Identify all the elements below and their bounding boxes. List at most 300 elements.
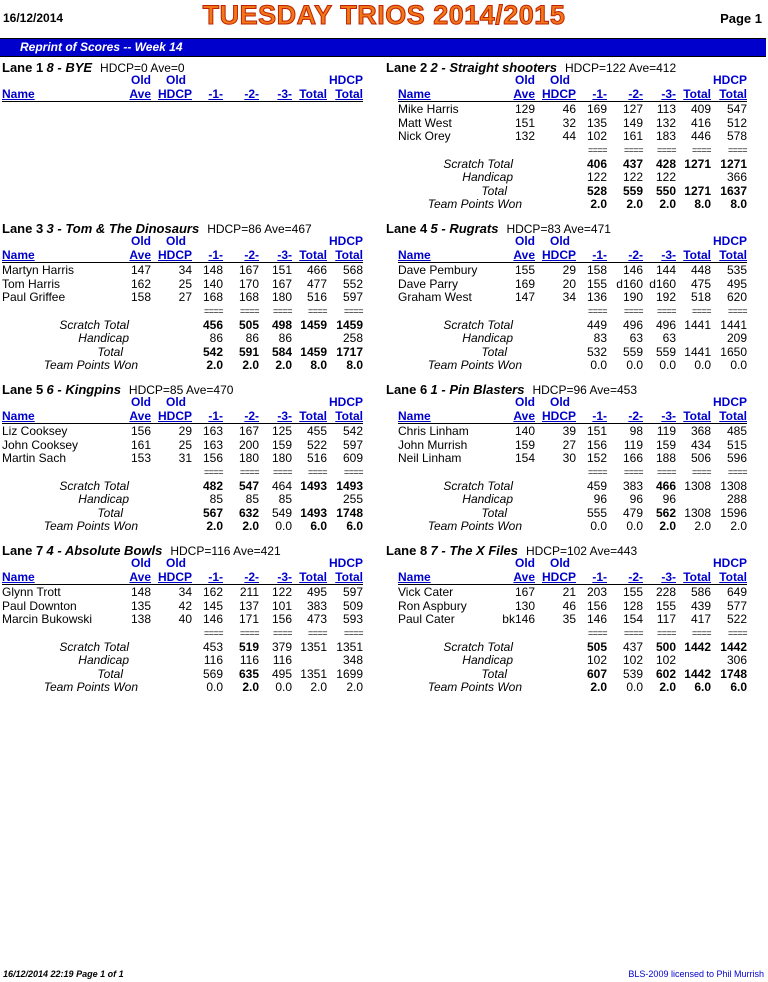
summary-label-total: Total [481,345,507,359]
player-total: 518 [690,290,711,304]
col-total: Total [299,87,327,101]
col-game1: -1- [592,409,607,423]
player-hdcp: 27 [562,437,576,452]
separator: ==== [691,145,711,155]
summary-scratch-g2: 547 [238,479,259,493]
player-name: Paul Downton [2,598,77,613]
player-g1: 146 [202,612,223,626]
player-hdcp: 27 [178,290,192,304]
player-htotal: 495 [726,276,747,291]
summary-points-g3: 0.0 [275,519,292,533]
player-g2: 180 [238,451,259,465]
summary-label-handicap: Handicap [462,331,513,345]
col-old-ave: Old [515,556,535,570]
summary-scratch-total: 1459 [300,318,327,332]
player-htotal: 577 [726,598,747,613]
summary-total-g3: 550 [655,184,676,198]
summary-scratch-g3: 466 [655,479,676,493]
separator: ==== [656,628,676,638]
player-total: 522 [306,437,327,452]
summary-handicap-g3: 96 [662,492,676,506]
team-name: 2 - Straight shooters [430,60,557,75]
lane-number: Lane 8 [386,543,428,558]
summary-points-g2: 0.0 [626,519,643,533]
summary-total-total: 1271 [684,184,711,198]
player-name: Mike Harris [398,102,459,116]
player-hdcp: 42 [178,598,192,613]
col-total: Total [683,87,711,101]
summary-label-scratch: Scratch Total [443,157,513,171]
player-g3: 151 [271,263,292,277]
summary-label-total: Total [97,345,123,359]
summary-scratch-htotal: 1459 [336,318,363,332]
separator: ==== [307,628,327,638]
summary-scratch-g3: 428 [655,157,676,171]
col-ave: Ave [513,570,535,584]
player-g2: 168 [238,290,259,304]
summary-total-g3: 602 [655,667,676,681]
col-hdcp-top: HDCP [328,73,363,87]
lane-number: Lane 6 [386,382,428,397]
col-old-ave: Old [131,73,151,87]
summary-scratch-g2: 437 [622,157,643,171]
team-name: 6 - Kingpins [46,382,121,397]
summary-handicap-g2: 86 [245,331,259,345]
team-name: 8 - BYE [46,60,93,75]
summary-points-g3: 0.0 [659,358,676,372]
player-g1: 156 [202,451,223,465]
player-total: 477 [306,276,327,291]
summary-total-total: 1442 [684,667,711,681]
player-hdcp: 40 [178,612,192,626]
player-g3: 159 [655,437,676,452]
summary-handicap-g2: 85 [245,492,259,506]
player-g2: 166 [622,451,643,465]
team-name: 1 - Pin Blasters [430,382,525,397]
player-ave: 129 [514,102,535,116]
lane-number: Lane 4 [386,221,428,236]
player-ave: 162 [130,276,151,291]
col-hdcp: HDCP [541,248,576,262]
separator: ==== [691,467,711,477]
col-game3: -3- [277,570,292,584]
player-htotal: 535 [726,263,747,277]
team-meta: HDCP=86 Ave=467 [207,222,312,236]
col-total: Total [683,409,711,423]
summary-total-g2: 559 [622,345,643,359]
summary-total-g1: 567 [202,506,223,520]
summary-total-g2: 635 [238,667,259,681]
summary-points-g2: 0.0 [626,680,643,694]
player-g3: 117 [656,612,676,626]
summary-scratch-g1: 406 [586,157,607,171]
footer-left: 16/12/2014 22:19 Page 1 of 1 [3,969,124,979]
col-total: Total [299,409,327,423]
summary-points-total: 2.0 [694,519,711,533]
player-htotal: 596 [726,451,747,465]
col-old-hdcp: Old [166,73,186,87]
summary-scratch-total: 1442 [684,640,711,654]
player-hdcp: 35 [562,612,576,626]
player-htotal: 547 [726,102,747,116]
col-old-ave: Old [515,73,535,87]
player-total: 409 [690,102,711,116]
summary-handicap-g2: 122 [622,170,643,184]
col-name: Name [2,570,35,584]
summary-points-htotal: 0.0 [730,358,747,372]
player-g3: 183 [655,129,676,143]
summary-scratch-g1: 459 [586,479,607,493]
team-name: 3 - Tom & The Dinosaurs [46,221,200,236]
col-game2: -2- [628,87,643,101]
summary-points-g3: 2.0 [659,197,676,211]
player-htotal: 485 [726,424,747,438]
separator: ==== [587,306,607,316]
col-ave: Ave [129,570,151,584]
player-hdcp: 34 [562,290,576,304]
player-hdcp: 31 [178,451,192,465]
summary-scratch-g2: 496 [622,318,643,332]
summary-points-htotal: 8.0 [730,197,747,211]
team-meta: HDCP=85 Ave=470 [128,383,234,397]
separator: ==== [239,628,259,638]
player-name: Tom Harris [2,276,61,291]
player-name: John Murrish [398,437,468,452]
player-g2: 128 [622,598,643,613]
col-old-ave: Old [515,234,535,248]
summary-points-total: 0.0 [694,358,711,372]
header-rule [2,101,363,102]
summary-handicap-htotal: 348 [342,653,363,667]
summary-total-g3: 495 [271,667,292,681]
player-ave: 135 [130,598,151,613]
player-htotal: 649 [726,585,747,599]
col-hdcp-top: HDCP [712,73,747,87]
summary-scratch-g1: 453 [202,640,223,654]
page-number: Page 1 [720,11,762,26]
summary-points-g3: 2.0 [659,680,676,694]
player-total: 368 [690,424,711,438]
col-hdcp: HDCP [541,87,576,101]
summary-handicap-htotal: 288 [726,492,747,506]
lane-title [2,60,185,75]
player-g2: 155 [622,585,643,599]
player-hdcp: 46 [562,102,576,116]
col-old-hdcp: Old [166,395,186,409]
summary-label-scratch: Scratch Total [59,318,129,332]
summary-label-handicap: Handicap [78,331,129,345]
col-game1: -1- [592,570,607,584]
player-total: 506 [690,451,711,465]
separator: ==== [587,467,607,477]
summary-scratch-g3: 500 [655,640,676,654]
separator: ==== [587,145,607,155]
col-ave: Ave [513,409,535,423]
summary-total-htotal: 1699 [336,667,363,681]
col-ave: Ave [513,248,535,262]
summary-total-htotal: 1748 [720,667,747,681]
player-ave: bk146 [502,612,535,626]
summary-points-g1: 0.0 [206,680,223,694]
player-ave: 158 [130,290,151,304]
player-name: Nick Orey [398,129,451,143]
lane-title [2,221,312,236]
player-ave: 167 [514,585,535,599]
player-g1: 155 [586,276,607,291]
team-meta: HDCP=83 Ave=471 [506,222,611,236]
player-g2: 167 [238,424,259,438]
player-name: Graham West [398,290,472,304]
summary-scratch-htotal: 1441 [720,318,747,332]
player-total: 455 [306,424,327,438]
player-g3: 188 [655,451,676,465]
summary-handicap-g2: 102 [622,653,643,667]
summary-scratch-total: 1351 [300,640,327,654]
player-ave: 161 [130,437,151,452]
summary-total-g1: 542 [202,345,223,359]
player-ave: 147 [514,290,535,304]
summary-label-handicap: Handicap [462,170,513,184]
player-g3: 144 [655,263,676,277]
summary-total-g1: 528 [586,184,607,198]
col-hdcp: HDCP [157,570,192,584]
player-g2: 146 [622,263,643,277]
col-hdcp: HDCP [541,570,576,584]
player-name: Neil Linham [398,451,462,465]
separator: ==== [203,467,223,477]
team-name: 7 - The X Files [430,543,518,558]
summary-scratch-htotal: 1271 [720,157,747,171]
lane-title [386,221,611,236]
player-htotal: 542 [342,424,363,438]
summary-points-htotal: 2.0 [346,680,363,694]
summary-points-g1: 2.0 [206,519,223,533]
summary-points-total: 6.0 [310,519,327,533]
lane-title [386,543,637,558]
player-name: Dave Pembury [398,263,478,277]
summary-points-g2: 2.0 [242,358,259,372]
summary-total-g3: 559 [655,345,676,359]
player-g3: 113 [656,102,676,116]
separator: ==== [307,467,327,477]
lane-number: Lane 2 [386,60,428,75]
summary-total-total: 1351 [300,667,327,681]
player-hdcp: 30 [562,451,576,465]
summary-total-g2: 539 [622,667,643,681]
summary-points-g3: 2.0 [659,519,676,533]
summary-scratch-total: 1441 [684,318,711,332]
summary-points-g2: 2.0 [242,519,259,533]
player-hdcp: 46 [562,598,576,613]
summary-points-g1: 2.0 [590,680,607,694]
player-htotal: 509 [342,598,363,613]
player-ave: 138 [130,612,151,626]
col-old-ave: Old [515,395,535,409]
summary-points-htotal: 8.0 [346,358,363,372]
summary-scratch-total: 1271 [684,157,711,171]
player-htotal: 568 [342,263,363,277]
col-hdcp-total: Total [335,248,363,262]
col-game3: -3- [277,248,292,262]
col-game2: -2- [244,248,259,262]
col-old-hdcp: Old [550,556,570,570]
summary-total-total: 1441 [684,345,711,359]
summary-total-htotal: 1637 [720,184,747,198]
summary-handicap-htotal: 258 [342,331,363,345]
player-g3: 125 [271,424,292,438]
separator: ==== [727,628,747,638]
player-g3: 228 [655,585,676,599]
player-g3: 180 [271,451,292,465]
report-title: TUESDAY TRIOS 2014/2015 [202,0,566,30]
col-game1: -1- [208,409,223,423]
player-total: 416 [690,115,711,130]
summary-scratch-htotal: 1493 [336,479,363,493]
player-g1: 163 [202,424,223,438]
col-old-hdcp: Old [550,73,570,87]
summary-scratch-g1: 482 [202,479,223,493]
player-g2: 98 [629,424,643,438]
player-g1: 136 [586,290,607,304]
summary-points-g1: 2.0 [206,358,223,372]
player-hdcp: 34 [178,585,192,599]
separator: ==== [727,467,747,477]
col-game1: -1- [592,248,607,262]
summary-handicap-g3: 122 [655,170,676,184]
col-hdcp: HDCP [157,409,192,423]
col-game2: -2- [628,248,643,262]
player-g2: 200 [238,437,259,452]
col-game3: -3- [661,409,676,423]
col-hdcp-top: HDCP [712,234,747,248]
player-g3: d160 [649,276,676,291]
player-htotal: 597 [342,585,363,599]
separator: ==== [727,145,747,155]
subtitle: Reprint of Scores -- Week 14 [20,40,183,54]
player-name: Ron Aspbury [398,598,467,613]
separator: ==== [656,467,676,477]
col-game3: -3- [661,87,676,101]
subtitle-bar [0,38,766,57]
summary-total-htotal: 1596 [720,506,747,520]
col-ave: Ave [129,248,151,262]
player-total: 473 [306,612,327,626]
summary-points-g1: 2.0 [590,197,607,211]
footer-right: BLS-2009 licensed to Phil Murrish [628,969,764,979]
col-ave: Ave [129,87,151,101]
player-ave: 132 [514,129,535,143]
summary-total-g2: 591 [238,345,259,359]
separator: ==== [691,306,711,316]
col-ave: Ave [129,409,151,423]
player-ave: 156 [130,424,151,438]
summary-scratch-g3: 379 [271,640,292,654]
summary-label-scratch: Scratch Total [59,479,129,493]
summary-label-total: Total [481,667,507,681]
team-meta: HDCP=116 Ave=421 [170,544,281,558]
player-g3: 132 [655,115,676,130]
col-game3: -3- [661,248,676,262]
summary-handicap-htotal: 306 [726,653,747,667]
player-name: Dave Parry [398,276,459,291]
summary-handicap-g1: 122 [586,170,607,184]
separator: ==== [203,628,223,638]
player-g1: 152 [586,451,607,465]
separator: ==== [623,628,643,638]
player-g2: 211 [239,585,259,599]
player-g2: 119 [623,437,643,452]
player-ave: 148 [130,585,151,599]
player-hdcp: 21 [562,585,576,599]
player-hdcp: 44 [562,129,576,143]
player-total: 448 [690,263,711,277]
col-name: Name [2,409,35,423]
player-g3: 122 [271,585,292,599]
summary-label-points: Team Points Won [427,680,522,694]
player-ave: 169 [514,276,535,291]
player-htotal: 512 [726,115,747,130]
summary-handicap-g3: 63 [662,331,676,345]
summary-handicap-g3: 85 [278,492,292,506]
summary-total-g2: 479 [622,506,643,520]
summary-total-htotal: 1650 [720,345,747,359]
player-g3: 101 [271,598,292,613]
summary-label-scratch: Scratch Total [443,318,513,332]
player-g3: 192 [655,290,676,304]
player-ave: 151 [514,115,535,130]
col-hdcp-top: HDCP [328,556,363,570]
col-name: Name [2,87,35,101]
summary-handicap-g2: 116 [239,653,259,667]
player-htotal: 522 [726,612,747,626]
summary-label-handicap: Handicap [78,492,129,506]
player-total: 516 [306,290,327,304]
separator: ==== [343,467,363,477]
player-g2: 171 [238,612,259,626]
player-name: John Cooksey [2,437,79,452]
player-name: Paul Griffee [2,290,66,304]
summary-label-scratch: Scratch Total [443,479,513,493]
player-g2: 170 [238,276,259,291]
summary-handicap-g3: 86 [278,331,292,345]
summary-points-total: 6.0 [694,680,711,694]
col-name: Name [398,570,431,584]
summary-points-htotal: 2.0 [730,519,747,533]
col-hdcp-total: Total [335,570,363,584]
player-name: Matt West [398,115,452,130]
player-ave: 140 [514,424,535,438]
player-g3: 155 [655,598,676,613]
separator: ==== [587,628,607,638]
col-ave: Ave [513,87,535,101]
summary-points-htotal: 6.0 [346,519,363,533]
player-g1: 158 [586,263,607,277]
separator: ==== [656,145,676,155]
player-g2: 149 [622,115,643,130]
player-g1: 146 [586,612,607,626]
summary-total-g2: 559 [622,184,643,198]
player-htotal: 620 [726,290,747,304]
summary-scratch-g2: 437 [622,640,643,654]
summary-total-total: 1308 [684,506,711,520]
summary-label-total: Total [481,506,507,520]
summary-total-g1: 607 [586,667,607,681]
summary-scratch-g1: 456 [202,318,223,332]
separator: ==== [623,467,643,477]
summary-scratch-g3: 464 [271,479,292,493]
player-g1: 135 [586,115,607,130]
col-old-ave: Old [131,395,151,409]
